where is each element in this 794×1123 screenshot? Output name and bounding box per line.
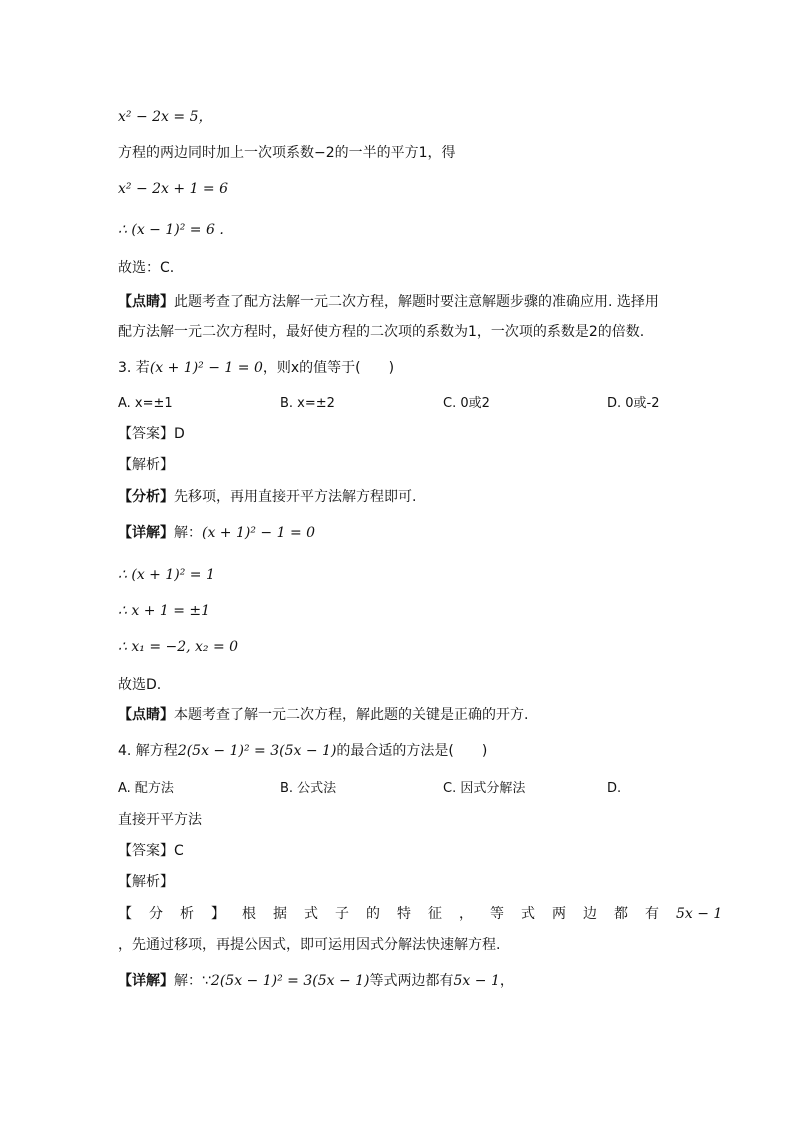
q3-option-b: B. x=±2 [280,396,335,411]
analysis-4-text: 【分析】根据式子的特征，等式两边都有 [118,906,676,922]
analysis-4-line-1 [118,904,722,924]
text-line-2: 方程的两边同时加上一次项系数−2的一半的平方1，得 [118,145,456,161]
question-4-equation: 2(5x − 1)² = 3(5x − 1) [177,743,337,759]
comment-line-1 [118,292,659,312]
analysis-4-line-2: ，先通过移项，再提公因式，即可运用因式分解法快速解方程. [118,937,501,953]
q4-option-a: A. 配方法 [118,781,174,796]
detail-4-end: ， [499,973,514,989]
question-3-prefix: 3. 若 [118,360,150,376]
question-3-suffix: ，则x的值等于( ) [262,360,395,376]
conclusion-line: 故选：C. [118,260,175,276]
analysis-tag: 【分析】 [118,489,174,505]
q3-option-c: C. 0或2 [443,396,490,411]
q4-option-d: D. [607,781,622,796]
detail-4-text: 解：∵ [174,973,211,989]
step-1: ∴ (x + 1)² = 1 [118,567,215,583]
step-3: ∴ x₁ = −2, x₂ = 0 [118,639,239,655]
detail-3 [118,523,315,543]
detail-4-mid: 等式两边都有 [369,973,454,989]
comment-3-text: 本题考查了解一元二次方程，解此题的关键是正确的开方. [174,707,529,723]
analysis-3 [118,487,416,507]
equation-line-1: x² − 2x = 5， [118,109,213,125]
q3-option-d: D. 0或-2 [607,396,660,411]
q4-option-c: C. 因式分解法 [443,781,526,796]
question-3 [118,358,394,378]
question-3-equation: (x + 1)² − 1 = 0 [149,360,263,376]
conclusion-3: 故选D. [118,677,162,693]
comment-3 [118,705,528,725]
detail-equation: (x + 1)² − 1 = 0 [202,525,316,541]
detail-4-term: 5x − 1 [453,973,500,989]
question-4-prefix: 4. 解方程 [118,743,178,759]
detail-4 [118,971,514,991]
comment-3-tag: 【点睛】 [118,707,174,723]
analysis-3-heading: 【解析】 [118,457,174,473]
comment-tag: 【点睛】 [118,294,174,310]
answer-4: 【答案】C [118,843,184,859]
q3-option-a: A. x=±1 [118,396,173,411]
analysis-4-equation: 5x − 1 [676,906,723,922]
comment-text: 此题考查了配方法解一元二次方程，解题时要注意解题步骤的准确应用. 选择用 [174,294,659,310]
step-2: ∴ x + 1 = ±1 [118,603,211,619]
comment-line-2: 配方法解一元二次方程时，最好使方程的二次项的系数为1，一次项的系数是2的倍数. [118,324,645,340]
equation-line-4: ∴ (x − 1)² = 6 . [118,222,224,238]
detail-4-equation: 2(5x − 1)² = 3(5x − 1) [210,973,370,989]
q4-option-d-continued: 直接开平方法 [118,812,202,828]
question-4-suffix: 的最合适的方法是( ) [336,743,488,759]
detail-4-tag: 【详解】 [118,973,174,989]
answer-3: 【答案】D [118,426,185,442]
analysis-text: 先移项，再用直接开平方法解方程即可. [174,489,417,505]
analysis-4-heading: 【解析】 [118,874,174,890]
equation-line-3: x² − 2x + 1 = 6 [118,181,229,197]
detail-text: 解： [174,525,202,541]
detail-tag: 【详解】 [118,525,174,541]
question-4 [118,741,487,761]
q4-option-b: B. 公式法 [280,781,337,796]
